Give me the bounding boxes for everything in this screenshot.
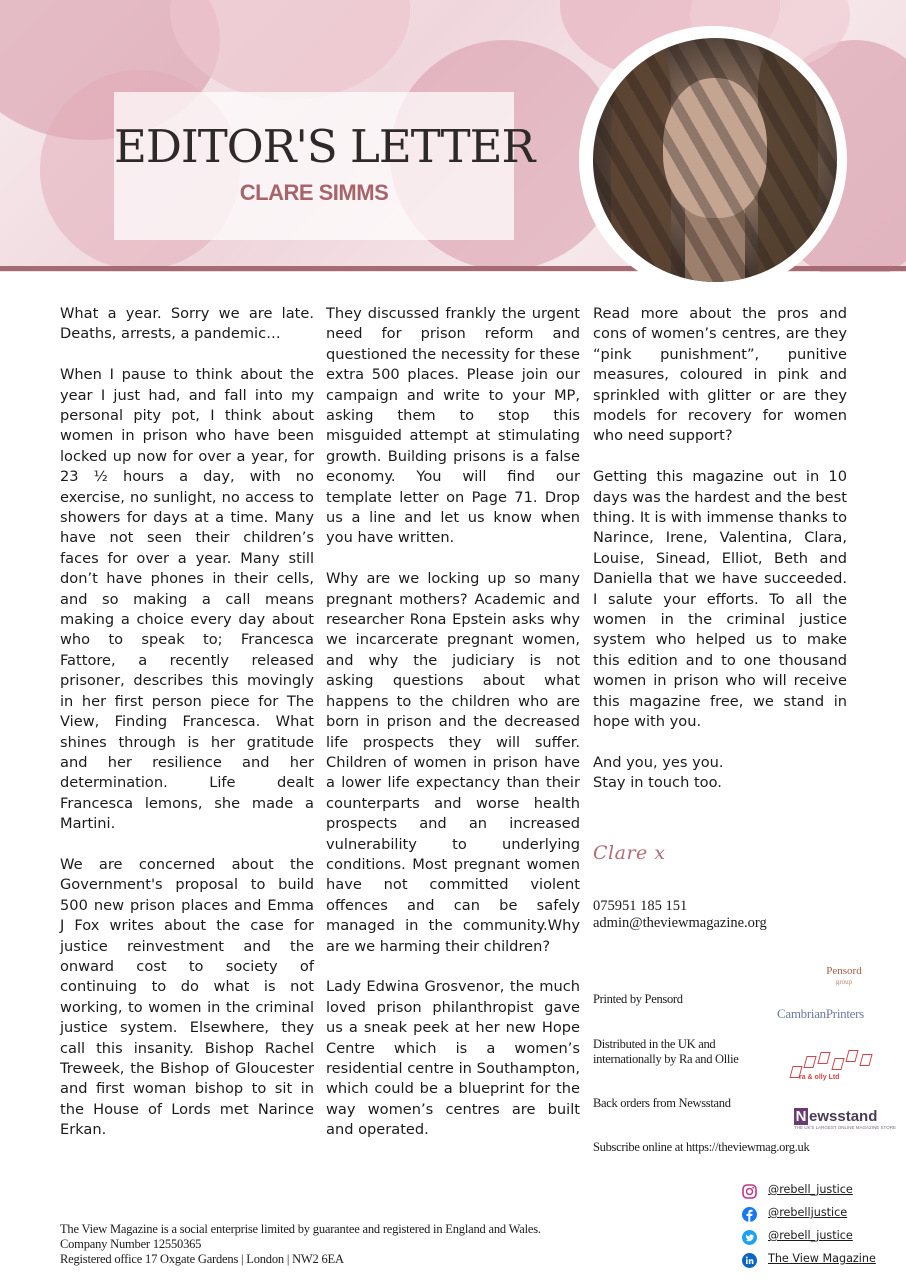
phone-number: 075951 185 151 [593,898,688,914]
instagram-handle[interactable]: @rebell_justice [768,1183,853,1196]
social-linkedin[interactable] [742,1252,882,1272]
back-orders-credit: Back orders from Newsstand [593,1096,731,1110]
paragraph: When I pause to think about the year I just had, and fall into my personal pity pot, I think about women in prison who have been locked up now for over a year, for 23 ½ hours a day, with no exercise, no sunlight, no access to showers for days at a time. Many have not seen their children’s faces for over a year. Many still don’t have phones in their cells, and so making a call means making a choice every day about who to speak to; Francesca Fattore, a recently released prisoner, describes this movingly in her first person piece for The View, Finding Francesca. What shines through is her gratitude and her resilience and her determination. Life dealt Francesca lemons, she made a Martini. [60,366,314,833]
printer-credit: Printed by Pensord [593,992,683,1006]
editor-name: CLARE SIMMS [239,180,389,205]
subscribe-credit: Subscribe online at https://theviewmag.org.uk [593,1140,810,1154]
linkedin-icon [742,1253,757,1268]
distributor-credit: Distributed in the UK and internationally by Ra and Ollie [593,1037,739,1066]
cambrian-printers-logo: CambrianPrinters [777,1006,864,1021]
paragraph: Why are we locking up so many pregnant mothers? Academic and researcher Rona Epstein asks why we incarcerate pregnant women, and why the judiciary is not asking questions about what happens to the children who are born in prison and the decreased life prospects they will suffer. Children of women in prison have a lower life expectancy than their counterparts and worse health prospects and an increased vulnerability to underlying conditions. Most pregnant women have not committed violent offences and can be safely managed in the community.Why are we harming their children? [326,570,580,955]
instagram-icon [742,1184,757,1199]
linkedin-handle[interactable]: The View Magazine [768,1252,876,1265]
title-box [114,92,535,240]
logo-shape [845,1050,858,1062]
article-column-2 [326,304,580,1161]
article-column-1 [60,304,314,1161]
social-facebook[interactable] [742,1206,882,1226]
logo-shape [859,1054,872,1066]
portrait-shadow [593,38,837,282]
editor-portrait [593,38,837,282]
newsstand-logo [794,1108,896,1132]
paragraph: We are concerned about the Government's proposal to build 500 new prison places and Emma J Fox writes about the case for justice reinvestment and the onward cost to society of continuing to do what is not working, to women in the criminal justice system. Elsewhere, they call this insanity. Bishop Rachel Treweek, the Bishop of Gloucester and first woman bishop to sit in the House of Lords met Narince Erkan. [60,855,314,1139]
paragraph: And you, yes you. Stay in touch too. [593,753,724,792]
pensord-logo [820,966,868,988]
newsstand-logo-text: ewsstand [809,1108,878,1125]
paragraph: What a year. Sorry we are late. Deaths, arrests, a pandemic… [60,305,314,343]
pensord-logo-sub: group [835,978,853,986]
logo-shape [803,1056,816,1068]
email-address: admin@theviewmagazine.org [593,915,767,931]
article-column-3 [593,304,847,814]
social-twitter[interactable] [742,1229,882,1249]
paragraph: Read more about the pros and cons of women’s centres, are they “pink punishment”, punitive measures, coloured in pink and sprinkled with glitter or are they models for recovery for women who need support? [593,305,847,445]
footer-line: The View Magazine is a social enterprise limited by guarantee and registered in England and Wales. [60,1222,541,1236]
twitter-icon [742,1230,757,1245]
pensord-logo-text: Pensord [826,965,862,977]
logo-shape [831,1058,844,1070]
newsstand-tagline: THE UK'S LARGEST ONLINE MAGAZINE STORE [794,1125,896,1130]
social-instagram[interactable] [742,1183,882,1203]
footer-line: Registered office 17 Oxgate Gardens | London | NW2 6EA [60,1252,344,1266]
paragraph: Lady Edwina Grosvenor, the much loved prison philanthropist gave us a sneak peek at her new Hope Centre which is a women’s residential centre in Southampton, which could be a blueprint for the way women’s centres are built and operated. [326,978,580,1139]
newsstand-logo-initial: N [795,1108,807,1125]
paragraph: They discussed frankly the urgent need for prison reform and questioned the necessity for these extra 500 places. Please join our campaign and write to your MP, asking them to stop this misguided attempt at stimulating growth. Building prisons is a false economy. You will find our template letter on Page 71. Drop us a line and let us know when you have written. [326,305,580,547]
twitter-handle[interactable]: @rebell_justice [768,1229,853,1242]
facebook-icon [742,1207,757,1222]
logo-shape [817,1052,830,1064]
paragraph: Getting this magazine out in 10 days was the hardest and the best thing. It is with immense thanks to Narince, Irene, Valentina, Clara, Louise, Sinead, Elliot, Beth and Daniella that we have succeeded. I salute your efforts. To all the women in the criminal justice system who helped us to make this edition and to one thousand women in prison who will receive this magazine free, we stand in hope with you. [593,468,847,731]
ra-and-olly-logo-text: ra & olly Ltd [799,1074,840,1081]
facebook-handle[interactable]: @rebelljustice [768,1206,848,1219]
footer-line: Company Number 12550365 [60,1237,202,1251]
signature: Clare x [593,842,666,864]
ra-and-olly-logo [787,1050,871,1084]
contact-block [593,898,767,932]
page-title: EDITOR'S LETTER [114,120,535,173]
footer [60,1222,541,1267]
